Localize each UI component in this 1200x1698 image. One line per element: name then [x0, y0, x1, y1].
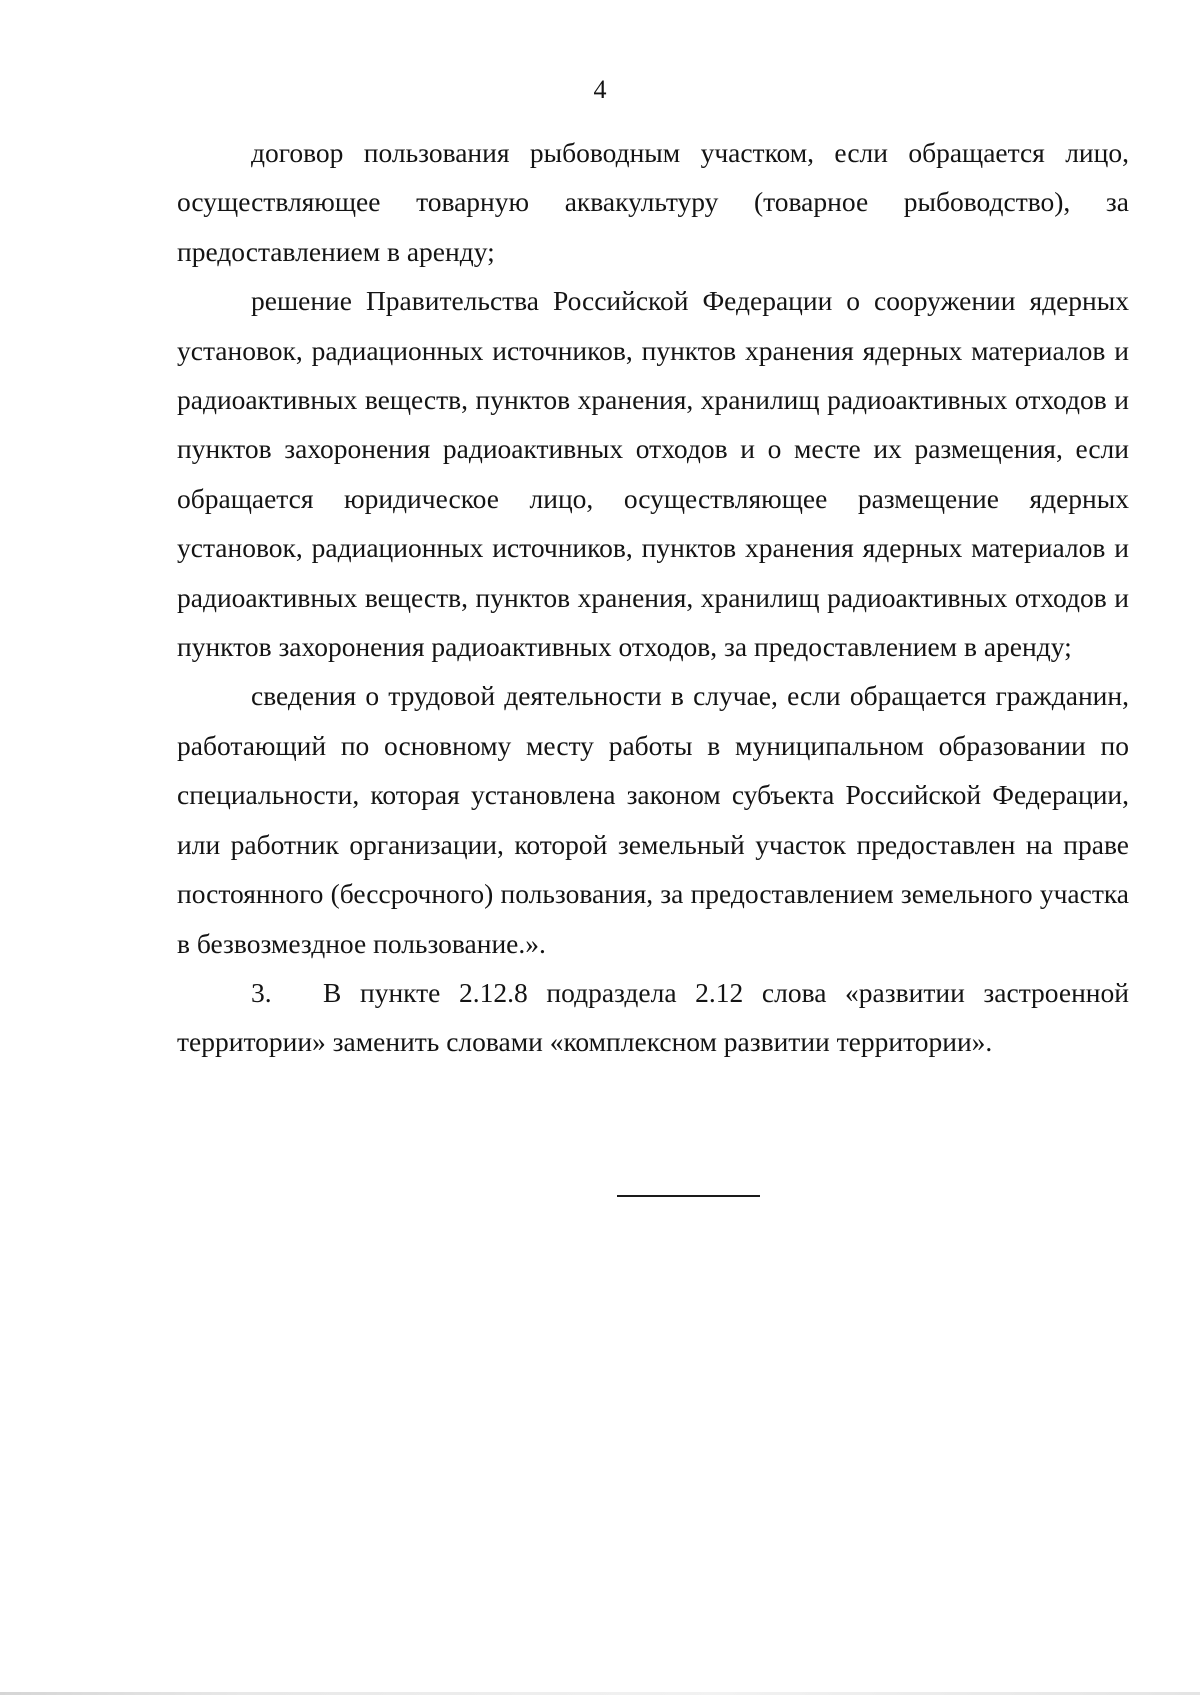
paragraph-fish-farming-contract: договор пользования рыбоводным участком, если обращается лицо, осуществляющее товарную аквакультуру (товарное рыбоводство), за предоставлением в аренду;: [177, 137, 1129, 267]
paragraph-employment-info: сведения о трудовой деятельности в случае, если обращается гражданин, работающий по основному месту работы в муниципальном образовании по специальности, которая установлена законом субъекта Российской Федерации, или работник организации, которой земельный участок предоставлен на праве постоянного (бессрочного) пользования, за предоставлением земельного участка в безвозмездное пользование.».: [177, 680, 1129, 959]
scan-edge-shading: [0, 1692, 1200, 1695]
document-body: [177, 128, 1129, 1067]
page-number: 4: [593, 75, 607, 104]
item-text: В пункте 2.12.8 подраздела 2.12 слова «развитии застроенной территории» заменить словами «комплексном развитии территории».: [177, 976, 1129, 1058]
paragraph-item-3: [177, 968, 1129, 1067]
paragraph-nuclear-facilities-decision: решение Правительства Российской Федерации о сооружении ядерных установок, радиационных источников, пунктов хранения ядерных материалов и радиоактивных веществ, пунктов хранения, хранилищ радиоактивных отходов и пунктов захоронения радиоактивных отходов и о месте их размещения, если обращается юридическое лицо, осуществляющее размещение ядерных установок, радиационных источников, пунктов хранения ядерных материалов и радиоактивных веществ, пунктов хранения, хранилищ радиоактивных отходов и пунктов захоронения радиоактивных отходов, за предоставлением в аренду;: [177, 285, 1129, 663]
item-number: 3.: [251, 976, 272, 1008]
closing-divider-line: [617, 1195, 760, 1197]
